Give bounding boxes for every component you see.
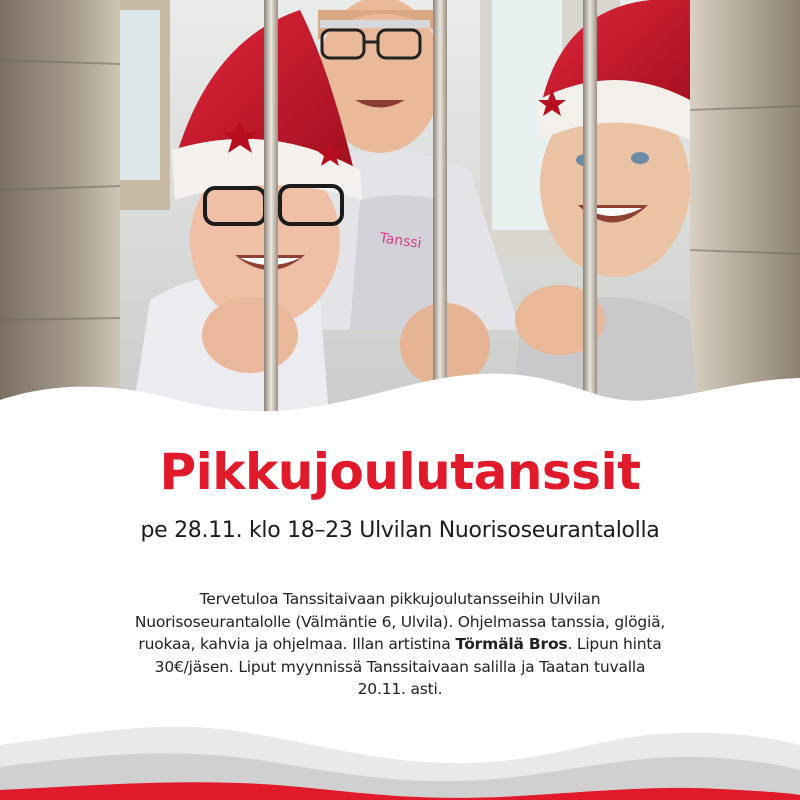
- artist-name: Törmälä Bros: [455, 635, 568, 653]
- description-part-1: Tervetuloa Tanssitaivaan pikkujoulutansseihin Ulvilan Nuorisoseurantalolle (Välmäntie 6, Ulvila). Ohjelmassa tanssia, glögiä, ruokaa, kahvia ja ohjelmaa. Illan artistina: [134, 590, 666, 653]
- event-title: Pikkujoulutanssit: [159, 443, 641, 501]
- event-date-location: pe 28.11. klo 18–23 Ulvilan Nuorisoseurantalolla: [140, 518, 660, 543]
- description-part-2: . Lipun hinta 30€/jäsen. Liput myynnissä Tanssitaivaan salilla ja Taatan tuvalla 20.11. asti.: [154, 635, 662, 698]
- bottom-decorative-waves: [0, 705, 800, 800]
- event-description: [130, 588, 670, 701]
- photo-bottom-wave: [0, 360, 800, 450]
- svg-text:Tanssi: Tanssi: [378, 230, 423, 252]
